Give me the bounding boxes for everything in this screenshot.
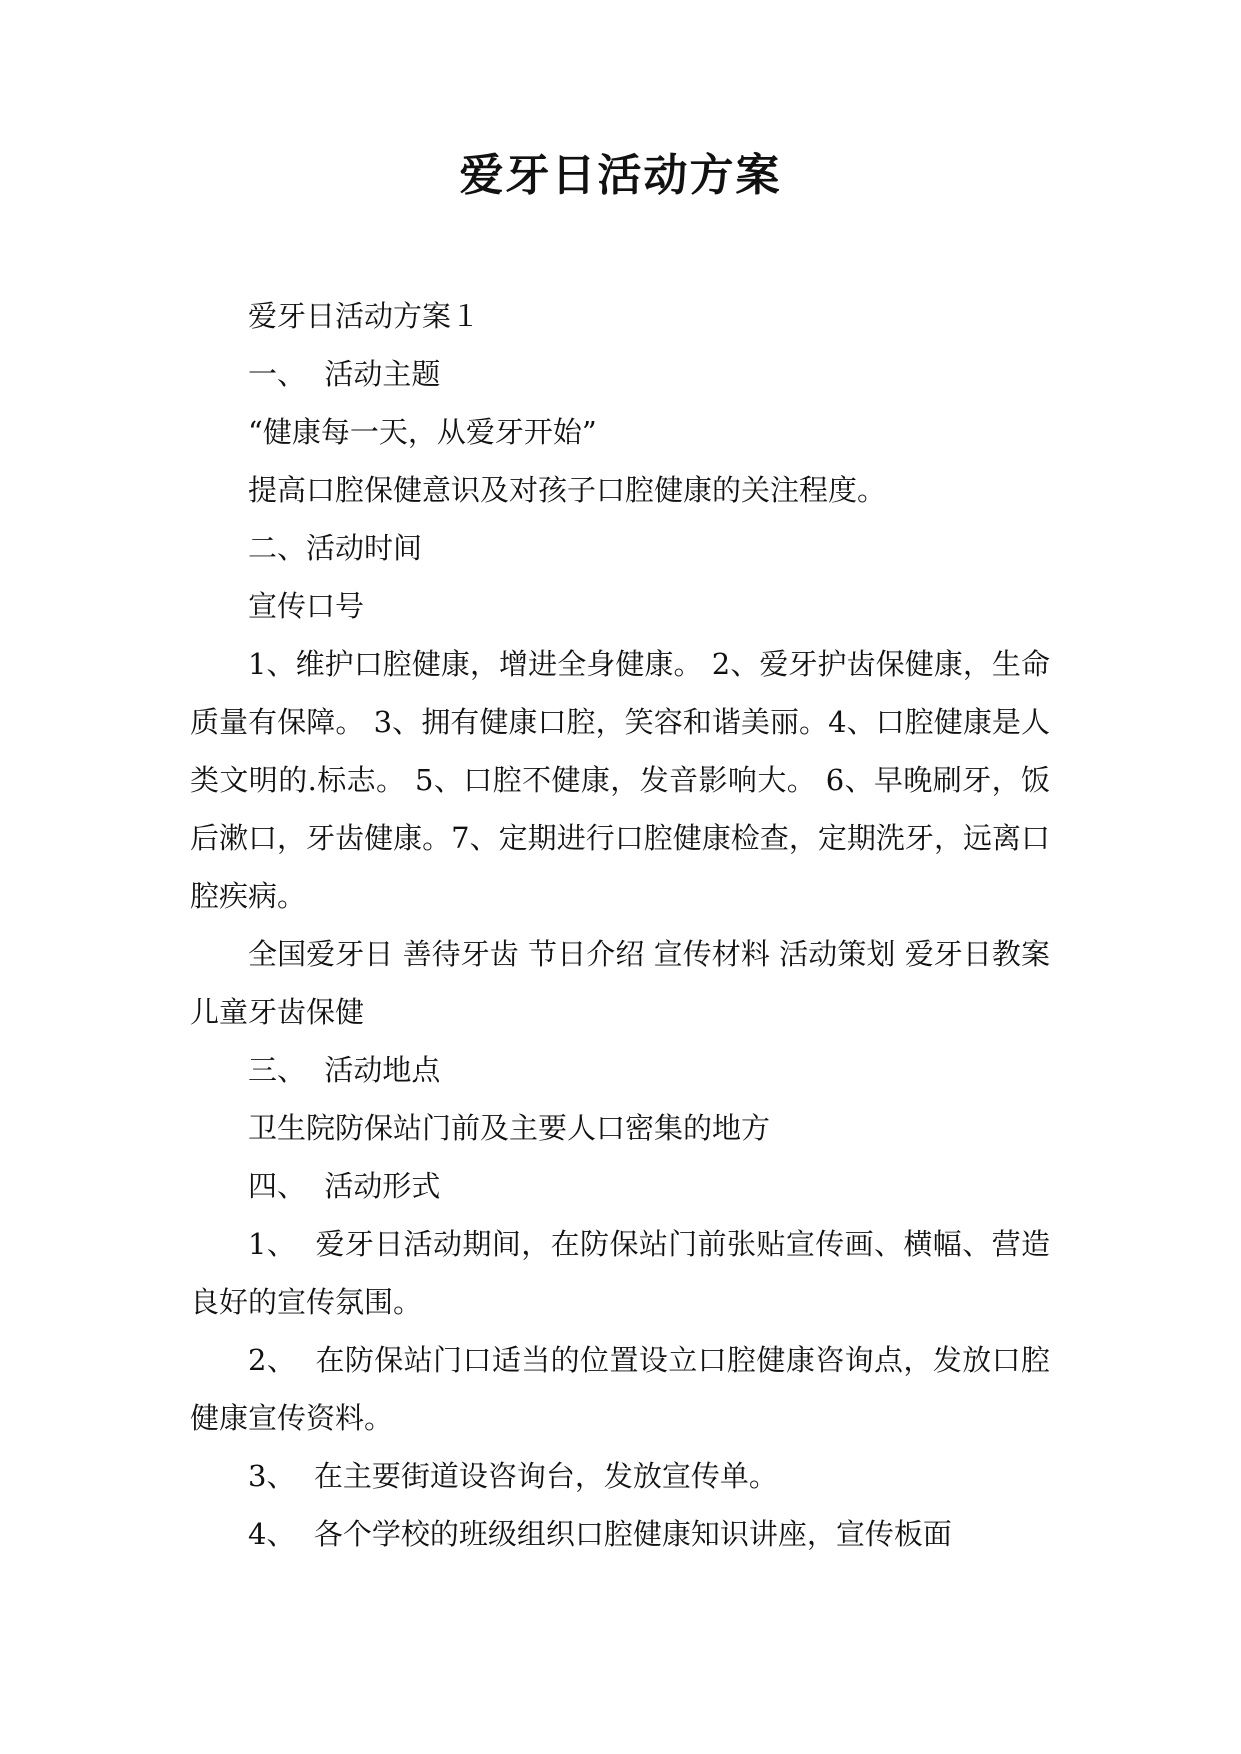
section-heading-time: 二、活动时间 (248, 531, 423, 565)
subtitle-paragraph: 爱牙日活动方案１ (248, 299, 481, 333)
location-description: 卫生院防保站门前及主要人口密集的地方 (248, 1111, 771, 1145)
format-item-3: 3、 在主要街道设咨询台，发放宣传单。 (248, 1459, 778, 1493)
section-heading-format: 四、 活动形式 (248, 1169, 441, 1203)
theme-slogan: “健康每一天，从爱牙开始” (248, 415, 597, 449)
related-topics-paragraph: 全国爱牙日 善待牙齿 节日介绍 宣传材料 活动策划 爱牙日教案 儿童牙齿保健 (190, 937, 1060, 1029)
theme-description: 提高口腔保健意识及对孩子口腔健康的关注程度。 (248, 473, 887, 507)
section-heading-location: 三、 活动地点 (248, 1053, 441, 1087)
format-item-4: 4、 各个学校的班级组织口腔健康知识讲座，宣传板面 (248, 1517, 952, 1551)
format-item-2: 2、 在防保站门口适当的位置设立口腔健康咨询点，发放口腔健康宣传资料。 (190, 1343, 1050, 1435)
section-heading-theme: 一、 活动主题 (248, 357, 441, 391)
document-body (190, 287, 1060, 1563)
document-title: 爱牙日活动方案 (459, 150, 782, 201)
slogans-list-paragraph: 1、维护口腔健康，增进全身健康。 2、爱牙护齿保健康，生命质量有保障。 3、拥有健康口腔，笑容和谐美丽。4、口腔健康是人类文明的.标志。 5、口腔不健康，发音影响大。 6、早晚刷牙，饭后漱口，牙齿健康。7、定期进行口腔健康检查，定期洗牙，远离口腔疾病。 (190, 647, 1050, 913)
format-item-1: 1、 爱牙日活动期间，在防保站门前张贴宣传画、横幅、营造良好的宣传氛围。 (190, 1227, 1050, 1319)
slogans-heading: 宣传口号 (248, 589, 365, 623)
